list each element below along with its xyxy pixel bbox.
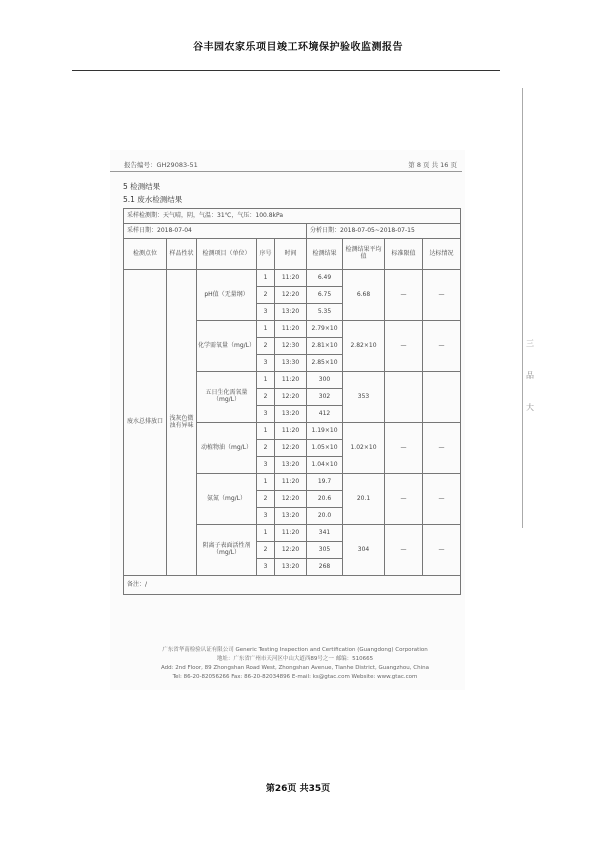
standard-cell <box>385 372 423 423</box>
result-cell: 1.04×10 <box>307 457 343 474</box>
standard-cell: — <box>385 270 423 321</box>
evaluation-cell: — <box>423 423 461 474</box>
margin-char: 三 <box>526 339 534 348</box>
scanned-report-page <box>110 150 465 690</box>
footer-line-3: Add: 2nd Floor, 89 Zhongshan Road West, Zhongshan Avenue, Tianhe District, Guangzhou, China <box>161 665 429 671</box>
no-cell: 3 <box>257 406 275 423</box>
time-cell: 13:30 <box>275 355 307 372</box>
result-cell: 6.49 <box>307 270 343 287</box>
header-item: 检测项目（单位） <box>197 239 257 270</box>
header-result: 检测结果 <box>307 239 343 270</box>
margin-char: 品 <box>526 371 534 380</box>
item-cell: 阴离子表面活性剂（mg/L） <box>197 525 257 576</box>
margin-scan-edge <box>522 88 523 528</box>
evaluation-cell: — <box>423 525 461 576</box>
time-cell: 13:20 <box>275 457 307 474</box>
result-cell: 305 <box>307 542 343 559</box>
result-cell: 1.05×10 <box>307 440 343 457</box>
standard-cell: — <box>385 321 423 372</box>
table-row <box>124 270 461 287</box>
avg-cell: 1.02×10 <box>343 423 385 474</box>
time-cell: 11:20 <box>275 270 307 287</box>
standard-cell: — <box>385 423 423 474</box>
standard-cell: — <box>385 525 423 576</box>
sample-status-cell: 浅灰色微浊有异味 <box>167 270 197 576</box>
no-cell: 1 <box>257 474 275 491</box>
result-cell: 341 <box>307 525 343 542</box>
no-cell: 2 <box>257 389 275 406</box>
scan-header-rule <box>110 171 462 172</box>
result-cell: 19.7 <box>307 474 343 491</box>
evaluation-cell: — <box>423 270 461 321</box>
no-cell: 2 <box>257 542 275 559</box>
sample-date: 采样日期：2018-07-04 <box>124 224 307 239</box>
header-location: 检测点位 <box>124 239 167 270</box>
result-cell: 268 <box>307 559 343 576</box>
time-cell: 11:20 <box>275 474 307 491</box>
no-cell: 1 <box>257 321 275 338</box>
footer-line-1: 广东省华南检验认证有限公司 Generic Testing Inspection and Certification (Guangdong) Corporation <box>162 647 428 653</box>
no-cell: 1 <box>257 525 275 542</box>
time-cell: 12:20 <box>275 389 307 406</box>
item-cell: 氨氮（mg/L） <box>197 474 257 525</box>
result-cell: 412 <box>307 406 343 423</box>
result-cell: 2.81×10 <box>307 338 343 355</box>
result-cell: 2.79×10 <box>307 321 343 338</box>
footer-line-2: 地址：广东省广州市天河区中山大道西89号之一 邮编：510665 <box>216 656 374 662</box>
no-cell: 1 <box>257 270 275 287</box>
section-title: 5 检测结果 <box>123 182 161 191</box>
result-cell: 2.85×10 <box>307 355 343 372</box>
no-cell: 3 <box>257 508 275 525</box>
page-number: 第26页 共35页 <box>265 784 331 794</box>
no-cell: 3 <box>257 355 275 372</box>
header-no: 序号 <box>257 239 275 270</box>
no-cell: 3 <box>257 559 275 576</box>
item-cell: 动植物油（mg/L） <box>197 423 257 474</box>
time-cell: 13:20 <box>275 406 307 423</box>
result-cell: 5.35 <box>307 304 343 321</box>
time-cell: 13:20 <box>275 508 307 525</box>
report-number: 报告编号：GH29083-51 <box>124 161 198 169</box>
avg-cell: 2.82×10 <box>343 321 385 372</box>
footer-line-4: Tel: 86-20-82056266 Fax: 86-20-82034896 E-mail: ks@gtac.com Website: www.gtac.com <box>172 674 418 680</box>
table-note: 备注：/ <box>124 576 461 595</box>
time-cell: 13:20 <box>275 304 307 321</box>
no-cell: 2 <box>257 440 275 457</box>
header-standard: 标准限值 <box>385 239 423 270</box>
result-cell: 302 <box>307 389 343 406</box>
margin-char: 大 <box>526 403 534 412</box>
lab-footer <box>130 646 460 682</box>
result-cell: 1.19×10 <box>307 423 343 440</box>
time-cell: 11:20 <box>275 321 307 338</box>
time-cell: 11:20 <box>275 525 307 542</box>
no-cell: 2 <box>257 287 275 304</box>
avg-cell: 20.1 <box>343 474 385 525</box>
header-rule <box>72 70 500 71</box>
result-cell: 20.6 <box>307 491 343 508</box>
result-cell: 300 <box>307 372 343 389</box>
avg-cell: 304 <box>343 525 385 576</box>
standard-cell: — <box>385 474 423 525</box>
no-cell: 2 <box>257 491 275 508</box>
item-cell: 化学需氧量（mg/L） <box>197 321 257 372</box>
evaluation-cell: — <box>423 321 461 372</box>
time-cell: 11:20 <box>275 423 307 440</box>
subsection-title: 5.1 废水检测结果 <box>123 195 183 204</box>
scan-page-info: 第 8 页 共 16 页 <box>408 161 457 169</box>
avg-cell: 6.68 <box>343 270 385 321</box>
header-time: 时间 <box>275 239 307 270</box>
time-cell: 13:20 <box>275 559 307 576</box>
time-cell: 11:20 <box>275 372 307 389</box>
weather-info: 采样检测期：天气晴，阴，气温：31℃，气压：100.8kPa <box>124 209 461 224</box>
location-cell: 废水总排放口 <box>124 270 167 576</box>
no-cell: 3 <box>257 304 275 321</box>
no-cell: 1 <box>257 423 275 440</box>
avg-cell: 353 <box>343 372 385 423</box>
analysis-date: 分析日期：2018-07-05~2018-07-15 <box>307 224 461 239</box>
result-cell: 6.75 <box>307 287 343 304</box>
wastewater-results-table <box>123 208 461 595</box>
time-cell: 12:20 <box>275 440 307 457</box>
item-cell: pH值（无量纲） <box>197 270 257 321</box>
time-cell: 12:20 <box>275 542 307 559</box>
document-header-title: 谷丰园农家乐项目竣工环境保护验收监测报告 <box>193 42 403 53</box>
evaluation-cell: — <box>423 474 461 525</box>
result-cell: 20.0 <box>307 508 343 525</box>
header-sample-status: 样品性状 <box>167 239 197 270</box>
time-cell: 12:20 <box>275 491 307 508</box>
header-daily-avg: 检测结果平均值 <box>343 239 385 270</box>
no-cell: 3 <box>257 457 275 474</box>
time-cell: 12:30 <box>275 338 307 355</box>
no-cell: 1 <box>257 372 275 389</box>
time-cell: 12:20 <box>275 287 307 304</box>
no-cell: 2 <box>257 338 275 355</box>
item-cell: 五日生化需氧量（mg/L） <box>197 372 257 423</box>
header-evaluation: 达标情况 <box>423 239 461 270</box>
evaluation-cell <box>423 372 461 423</box>
